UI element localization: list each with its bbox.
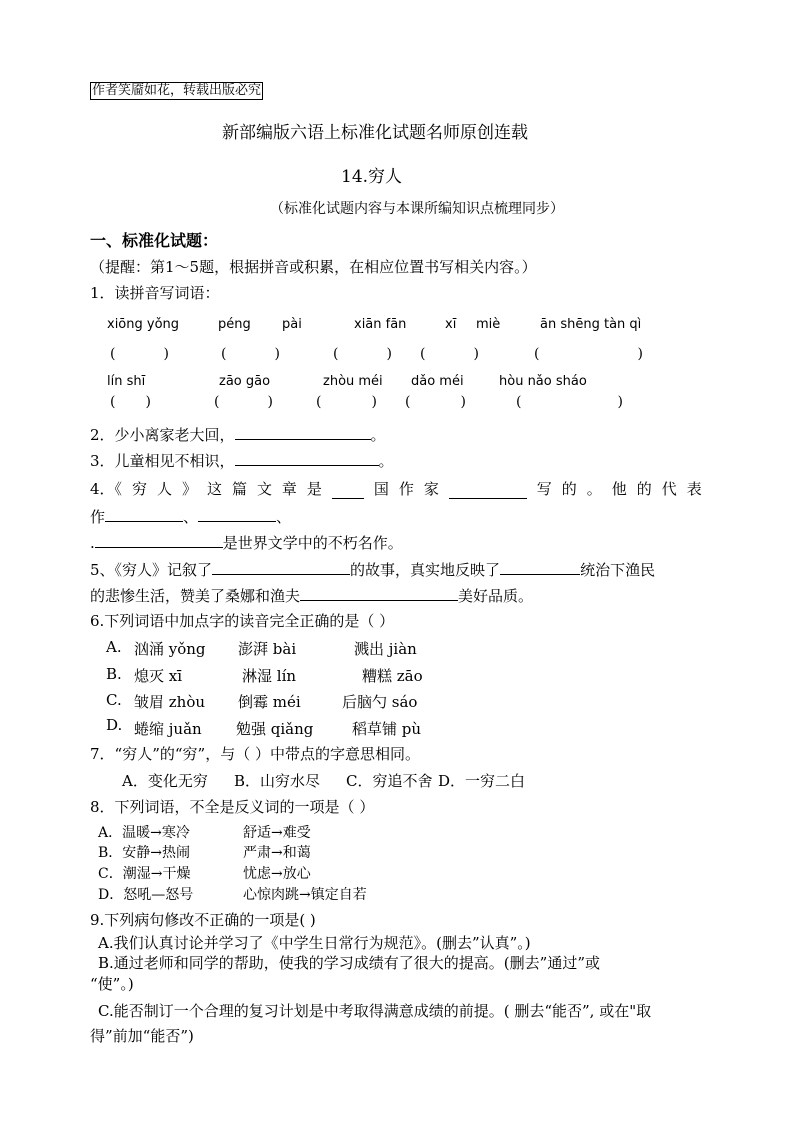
subtitle: （标准化试题内容与本课所编知识点梳理同步） xyxy=(270,201,564,217)
q8-prompt: 8．下列词语，不全是反义词的一项是（ ） xyxy=(90,798,375,816)
q7-prompt: 7．“穷人”的“穷”，与（ ）中带点的字意思相同。 xyxy=(90,745,420,763)
q8-option-d[interactable]: D．怒吼—怒号 xyxy=(98,887,194,903)
pinyin-8: lín shī xyxy=(107,374,146,389)
answer-box[interactable]: ( ) xyxy=(420,346,479,362)
series-title: 新部编版六语上标准化试题名师原创连载 xyxy=(222,123,528,143)
q6-a-2: 澎湃 bài xyxy=(238,640,297,658)
q6-option-d-label[interactable]: D. xyxy=(106,716,123,734)
pinyin-1: xiōng yǒng xyxy=(107,317,180,332)
q4-blank-work1[interactable] xyxy=(105,507,183,522)
q6-b-3: 糟糕 zāo xyxy=(362,667,423,685)
q3-blank[interactable] xyxy=(235,451,379,466)
pinyin-2: péng xyxy=(218,317,251,332)
reminder: （提醒：第1～5题，根据拼音或积累，在相应位置书写相关内容。） xyxy=(90,258,537,276)
q6-c-3: 后脑勺 sáo xyxy=(342,693,418,711)
q7-option-c[interactable]: C．穷追不舍 xyxy=(346,772,433,790)
q2-blank[interactable] xyxy=(235,425,371,440)
q6-b-1: 熄灭 xī xyxy=(134,667,183,685)
q6-d-1: 蜷缩 juǎn xyxy=(134,720,202,738)
q8-option-c[interactable]: C．潮湿→干燥 xyxy=(98,866,191,882)
q8-b-pair2: 严肃→和蔼 xyxy=(243,845,311,861)
q4-line3: . 是世界文学中的不朽名作。 xyxy=(90,534,403,552)
answer-box[interactable]: ( ) xyxy=(221,346,280,362)
q6-prompt: 6.下列词语中加点字的读音完全正确的是（ ） xyxy=(90,612,395,630)
q9-option-c[interactable]: C.能否制订一个合理的复习计划是中考取得满意成绩的前提。( 删去“能否”, 或在"取 xyxy=(98,1002,652,1020)
answer-box[interactable]: ( ) xyxy=(214,394,273,410)
q9-option-b-cont: “使”。) xyxy=(90,975,134,993)
q4-blank-work2[interactable] xyxy=(198,507,276,522)
q8-d-pair2: 心惊肉跳→镇定自若 xyxy=(243,887,367,903)
answer-box[interactable]: ( ) xyxy=(405,394,466,410)
q4-blank-work3[interactable] xyxy=(95,533,223,548)
answer-box[interactable]: ( ) xyxy=(110,394,151,410)
pinyin-4: xiān fān xyxy=(354,317,407,332)
q8-a-pair2: 舒适→难受 xyxy=(243,825,311,841)
q7-option-b[interactable]: B．山穷水尽 xyxy=(234,772,321,790)
q6-c-2: 倒霉 méi xyxy=(238,693,301,711)
answer-box[interactable]: ( ) xyxy=(316,394,377,410)
q6-d-3: 稻草铺 pù xyxy=(352,720,422,738)
q5-blank-story[interactable] xyxy=(212,560,350,575)
q5-line2: 的悲惨生活，赞美了桑娜和渔夫 美好品质。 xyxy=(90,587,534,605)
q4-line1: 4．《 穷 人 》 这 篇 文 章 是 国 作 家 写 的 。 他 的 代 表 xyxy=(90,480,702,498)
pinyin-9: zāo gāo xyxy=(219,374,271,389)
answer-box[interactable]: ( ) xyxy=(516,394,623,410)
pinyin-7: ān shēng tàn qì xyxy=(540,317,642,332)
pinyin-6: miè xyxy=(476,317,501,332)
answer-box[interactable]: ( ) xyxy=(110,346,169,362)
q6-c-1: 皱眉 zhòu xyxy=(134,693,206,711)
q4-blank-country[interactable] xyxy=(332,484,364,499)
answer-box[interactable]: ( ) xyxy=(534,346,643,362)
pinyin-12: hòu nǎo sháo xyxy=(499,374,587,389)
q1-prompt: 1．读拼音写词语： xyxy=(90,284,220,302)
q5-blank-era[interactable] xyxy=(500,560,580,575)
q2: 2．少小离家老大回， 。 xyxy=(90,426,386,444)
answer-box[interactable]: ( ) xyxy=(333,346,392,362)
pinyin-3: pài xyxy=(282,317,302,332)
q6-option-c-label[interactable]: C. xyxy=(106,691,122,709)
section-heading: 一、标准化试题： xyxy=(90,231,219,250)
q7-option-a[interactable]: A．变化无穷 xyxy=(122,772,208,790)
lesson-title: 14.穷人 xyxy=(341,167,403,187)
q3: 3．儿童相见不相识， 。 xyxy=(90,452,394,470)
q4-blank-author[interactable] xyxy=(449,484,527,499)
q6-a-1: 汹涌 yǒng xyxy=(134,640,206,658)
q6-option-b-label[interactable]: B. xyxy=(106,665,122,683)
q8-c-pair2: 忧虑→放心 xyxy=(243,866,311,882)
pinyin-5: xī xyxy=(445,317,457,332)
author-note: 作者笑靥如花，转载出版必究 xyxy=(92,83,262,98)
q5-blank-quality[interactable] xyxy=(300,586,458,601)
q6-option-a-label[interactable]: A. xyxy=(106,638,122,656)
q6-b-2: 淋湿 lín xyxy=(242,667,297,685)
q6-d-2: 勉强 qiǎng xyxy=(236,720,314,738)
q4-line2: 作 、 、 xyxy=(90,508,292,526)
pinyin-10: zhòu méi xyxy=(323,374,383,389)
pinyin-11: dǎo méi xyxy=(411,374,464,389)
q9-option-a[interactable]: A.我们认真讨论并学习了《中学生日常行为规范》。(删去”认真”。) xyxy=(98,934,531,952)
q9-prompt: 9.下列病句修改不正确的一项是( ) xyxy=(90,911,316,929)
q8-option-a[interactable]: A．温暖→寒冷 xyxy=(98,825,190,841)
q5-line1: 5、《穷人》记叙了 的故事，真实地反映了 统治下渔民 xyxy=(90,561,656,579)
q8-option-b[interactable]: B．安静→热闹 xyxy=(98,845,191,861)
q9-option-c-cont: 得”前加“能否”) xyxy=(90,1027,194,1045)
q9-option-b[interactable]: B.通过老师和同学的帮助，使我的学习成绩有了很大的提高。(删去”通过”或 xyxy=(98,954,600,972)
q7-option-d[interactable]: D．一穷二白 xyxy=(438,772,526,790)
q6-a-3: 溅出 jiàn xyxy=(354,640,417,658)
